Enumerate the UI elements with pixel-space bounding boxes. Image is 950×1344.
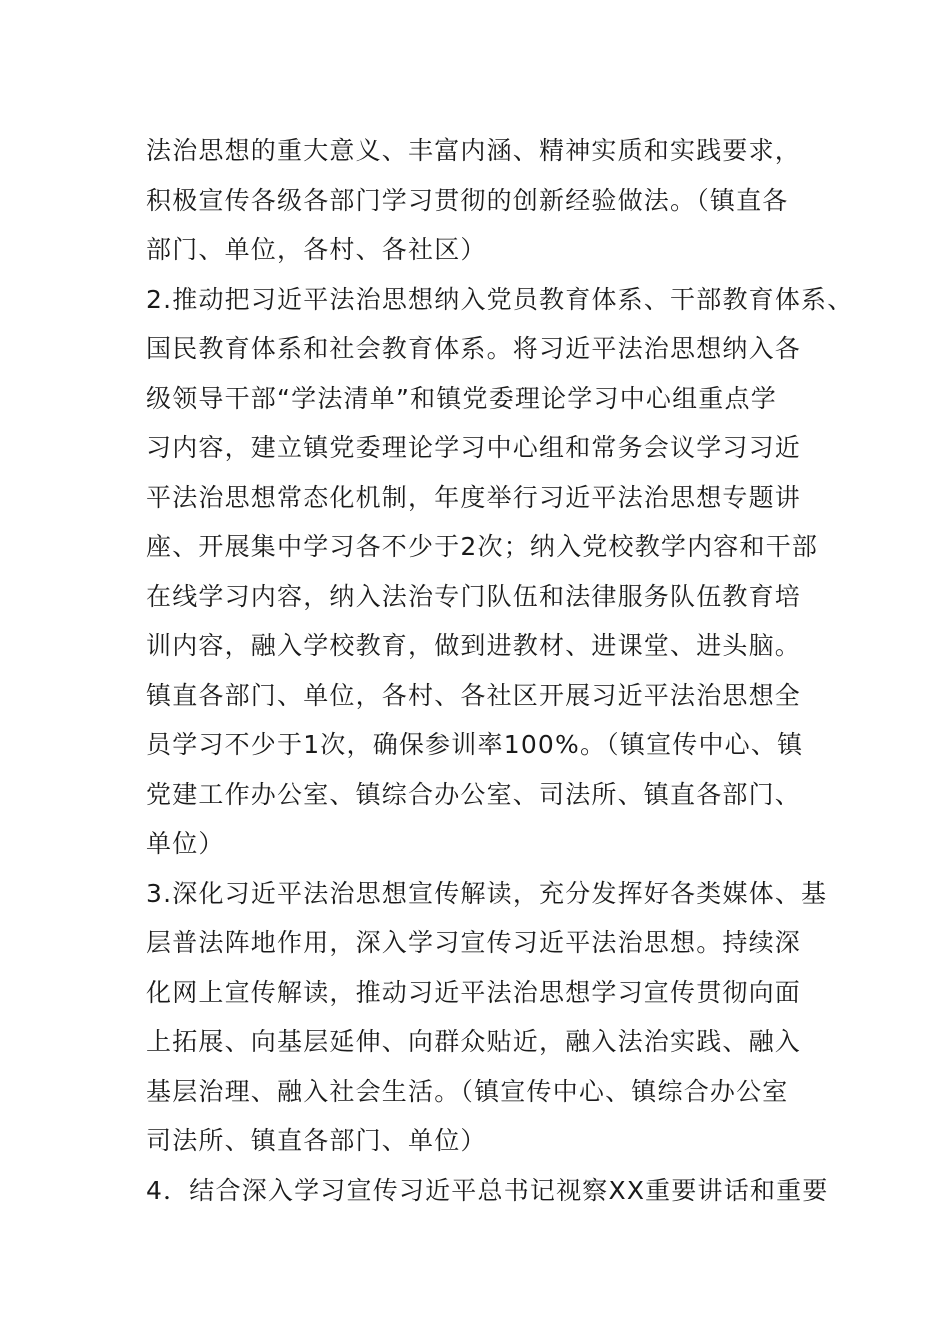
text-line: 在线学习内容，纳入法治专门队伍和法律服务队伍教育培 bbox=[146, 581, 802, 611]
text-line: 单位） bbox=[146, 829, 225, 858]
text-line: 3.深化习近平法治思想宣传解读，充分发挥好各类媒体、基 bbox=[146, 878, 828, 908]
text-line: 部门、单位，各村、各社区） bbox=[146, 235, 487, 264]
text-line: 法治思想的重大意义、丰富内涵、精神实质和实践要求， bbox=[146, 136, 802, 165]
text-line: 训内容，融入学校教育，做到进教材、进课堂、进头脑。 bbox=[146, 631, 802, 660]
text-line: 积极宣传各级各部门学习贯彻的创新经验做法。（镇直各 bbox=[146, 185, 789, 215]
text-line: 座、开展集中学习各不少于2次；纳入党校教学内容和干部 bbox=[146, 532, 819, 561]
text-line: 国民教育体系和社会教育体系。将习近平法治思想纳入各 bbox=[146, 334, 802, 363]
text-line: 化网上宣传解读，推动习近平法治思想学习宣传贯彻向面 bbox=[146, 977, 802, 1007]
text-line: 习内容，建立镇党委理论学习中心组和常务会议学习习近 bbox=[146, 433, 802, 462]
text-line: 4．结合深入学习宣传习近平总书记视察XX重要讲话和重要 bbox=[146, 1175, 829, 1205]
text-line: 平法治思想常态化机制，年度举行习近平法治思想专题讲 bbox=[146, 482, 802, 512]
text-line: 级领导干部“学法清单”和镇党委理论学习中心组重点学 bbox=[146, 383, 777, 413]
text-line: 2.推动把习近平法治思想纳入党员教育体系、干部教育体系、 bbox=[146, 284, 854, 314]
text-line: 基层治理、融入社会生活。（镇宣传中心、镇综合办公室 bbox=[146, 1076, 789, 1106]
text-line: 层普法阵地作用，深入学习宣传习近平法治思想。持续深 bbox=[146, 928, 802, 957]
text-line: 上拓展、向基层延伸、向群众贴近，融入法治实践、融入 bbox=[146, 1027, 802, 1056]
text-line: 党建工作办公室、镇综合办公室、司法所、镇直各部门、 bbox=[146, 779, 802, 809]
text-line: 司法所、镇直各部门、单位） bbox=[146, 1126, 487, 1155]
document-body bbox=[146, 126, 854, 1215]
text-line: 员学习不少于1次，确保参训率100%。（镇宣传中心、镇 bbox=[146, 730, 804, 759]
text-line: 镇直各部门、单位，各村、各社区开展习近平法治思想全 bbox=[146, 680, 802, 710]
